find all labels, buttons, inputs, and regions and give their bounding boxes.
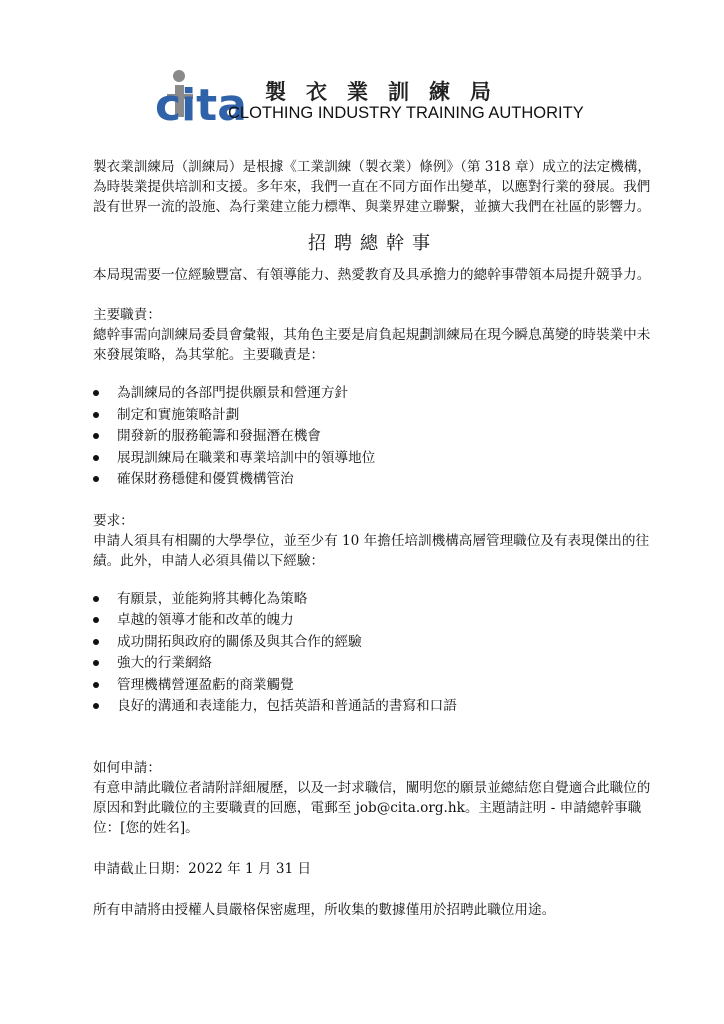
apply-text: 有意申請此職位者請附詳細履歷，以及一封求職信，闡明您的願景並總結您自覺適合此職位的原因和對此職位的主要職責的回應，電郵至 job@cita.org.hk。主題請註明 - 申請總幹事職位：[您的姓名]。 [93, 779, 651, 836]
list-item: 卓越的領導才能和改革的魄力 [93, 610, 653, 632]
list-item: 有願景，並能夠將其轉化為策略 [93, 589, 653, 611]
bullet-icon [93, 660, 99, 666]
list-item: 管理機構營運盈虧的商業觸覺 [93, 675, 653, 697]
list-item: 成功開拓與政府的關係及與其合作的經驗 [93, 632, 653, 654]
requirements-list [93, 589, 653, 718]
bullet-icon [93, 433, 99, 439]
bullet-icon [93, 390, 99, 396]
bullet-icon [93, 412, 99, 418]
document-body [93, 157, 653, 920]
bullet-icon [93, 639, 99, 645]
intro-paragraph: 製衣業訓練局（訓練局）是根據《工業訓練（製衣業）條例》（第 318 章）成立的法定機構，為時裝業提供培訓和支援。多年來，我們一直在不同方面作出變革，以應對行業的發展。我們設有世界一流的設施、為行業建立能力標準、與業界建立聯繫，並擴大我們在社區的影響力。 [93, 159, 651, 215]
letterhead [155, 68, 595, 131]
summary-paragraph: 本局現需要一位經驗豐富、有領導能力、熱愛教育及具承擔力的總幹事帶領本局提升競爭力。 [93, 267, 651, 283]
logo-letters: cita [155, 80, 247, 131]
apply-heading: 如何申請： [93, 759, 161, 776]
bullet-icon [93, 617, 99, 623]
org-name-chinese: 製衣業訓練局 [265, 80, 511, 104]
page-title: 招聘總幹事 [308, 233, 438, 254]
list-item: 確保財務穩健和優質機構管治 [93, 469, 653, 491]
list-item: 展現訓練局在職業和專業培訓中的領導地位 [93, 448, 653, 470]
bullet-icon [93, 596, 99, 602]
deadline: 申請截止日期：2022 年 1 月 31 日 [93, 860, 312, 877]
cita-logo [155, 68, 247, 131]
bullet-icon [93, 476, 99, 482]
requirements-text: 申請人須具有相關的大學學位，並至少有 10 年擔任培訓機構高層管理職位及有表現傑出的往績。此外，申請人必須具備以下經驗： [93, 532, 650, 569]
list-item: 良好的溝通和表達能力，包括英語和普通話的書寫和口語 [93, 696, 653, 718]
duties-text: 總幹事需向訓練局委員會彙報，其角色主要是肩負起規劃訓練局在現今瞬息萬變的時裝業中未來發展策略，為其掌舵。主要職責是： [93, 327, 651, 363]
list-item: 強大的行業網絡 [93, 653, 653, 675]
bullet-icon [93, 682, 99, 688]
privacy-note: 所有申請將由授權人員嚴格保密處理，所收集的數據僅用於招聘此職位用途。 [93, 901, 556, 918]
requirements-heading: 要求： [93, 512, 134, 529]
bullet-icon [93, 703, 99, 709]
duties-heading: 主要職責： [93, 307, 161, 323]
list-item: 開發新的服務範籌和發掘潛在機會 [93, 426, 653, 448]
bullet-icon [93, 455, 99, 461]
org-name-english: CLOTHING INDUSTRY TRAINING AUTHORITY [228, 104, 584, 122]
list-item: 制定和實施策略計劃 [93, 405, 653, 427]
list-item: 為訓練局的各部門提供願景和營運方針 [93, 383, 653, 405]
duties-list [93, 383, 653, 491]
